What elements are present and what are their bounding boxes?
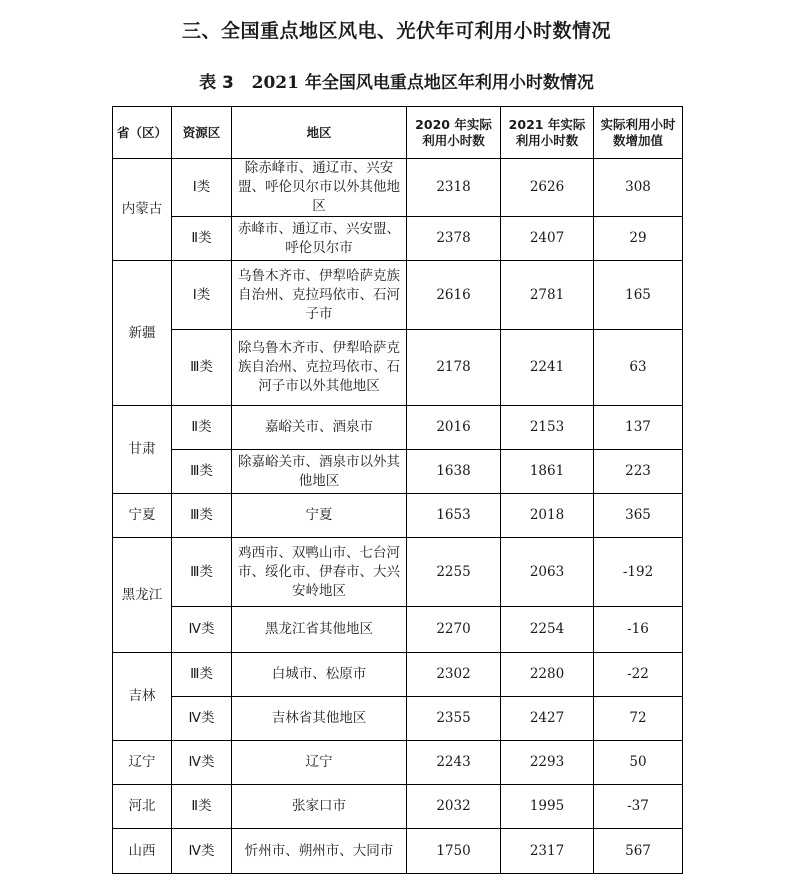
province-cell: 内蒙古 xyxy=(113,159,172,261)
hours-2021-cell: 2317 xyxy=(501,829,594,874)
hours-2020-cell: 1653 xyxy=(407,494,501,538)
utilization-hours-table xyxy=(112,106,683,874)
hours-2020-cell: 1638 xyxy=(407,450,501,494)
area-cell: 嘉峪关市、酒泉市 xyxy=(232,406,407,450)
province-cell: 辽宁 xyxy=(113,741,172,785)
area-cell: 除乌鲁木齐市、伊犁哈萨克族自治州、克拉玛依市、石河子市以外其他地区 xyxy=(232,330,407,406)
area-cell: 张家口市 xyxy=(232,785,407,829)
hours-2021-cell: 2063 xyxy=(501,538,594,607)
hours-2020-cell: 1750 xyxy=(407,829,501,874)
resource-zone-cell: Ⅳ类 xyxy=(172,607,232,653)
table-header-row xyxy=(113,107,683,159)
resource-zone-cell: Ⅲ类 xyxy=(172,653,232,697)
hours-increase-cell: -37 xyxy=(594,785,683,829)
province-cell: 河北 xyxy=(113,785,172,829)
area-cell: 忻州市、朔州市、大同市 xyxy=(232,829,407,874)
hours-2020-cell: 2255 xyxy=(407,538,501,607)
resource-zone-cell: Ⅳ类 xyxy=(172,697,232,741)
province-cell: 甘肃 xyxy=(113,406,172,494)
hours-increase-cell: 50 xyxy=(594,741,683,785)
province-cell: 黑龙江 xyxy=(113,538,172,653)
table-row xyxy=(113,494,683,538)
hours-2021-cell: 2241 xyxy=(501,330,594,406)
area-cell: 除赤峰市、通辽市、兴安盟、呼伦贝尔市以外其他地区 xyxy=(232,159,407,217)
resource-zone-cell: Ⅱ类 xyxy=(172,785,232,829)
hours-2020-cell: 2355 xyxy=(407,697,501,741)
table-row xyxy=(113,697,683,741)
resource-zone-cell: Ⅰ类 xyxy=(172,159,232,217)
header-hours-2021: 2021 年实际利用小时数 xyxy=(501,107,594,159)
hours-increase-cell: 223 xyxy=(594,450,683,494)
hours-2021-cell: 2427 xyxy=(501,697,594,741)
area-cell: 黑龙江省其他地区 xyxy=(232,607,407,653)
area-cell: 乌鲁木齐市、伊犁哈萨克族自治州、克拉玛依市、石河子市 xyxy=(232,261,407,330)
resource-zone-cell: Ⅳ类 xyxy=(172,829,232,874)
area-cell: 宁夏 xyxy=(232,494,407,538)
section-heading: 三、全国重点地区风电、光伏年可利用小时数情况 xyxy=(181,20,611,42)
hours-increase-cell: -16 xyxy=(594,607,683,653)
hours-2020-cell: 2178 xyxy=(407,330,501,406)
header-hours-2020: 2020 年实际利用小时数 xyxy=(407,107,501,159)
table-row xyxy=(113,607,683,653)
table-caption-year: 2021 xyxy=(251,73,299,93)
hours-2021-cell: 2781 xyxy=(501,261,594,330)
header-resource-zone: 资源区 xyxy=(172,107,232,159)
hours-2021-cell: 2153 xyxy=(501,406,594,450)
hours-2020-cell: 2270 xyxy=(407,607,501,653)
table-row xyxy=(113,217,683,261)
hours-2021-cell: 2254 xyxy=(501,607,594,653)
table-row xyxy=(113,785,683,829)
table-row xyxy=(113,450,683,494)
hours-2020-cell: 2032 xyxy=(407,785,501,829)
table-row xyxy=(113,330,683,406)
hours-increase-cell: 63 xyxy=(594,330,683,406)
header-hours-increase: 实际利用小时数增加值 xyxy=(594,107,683,159)
table-row xyxy=(113,741,683,785)
table-row xyxy=(113,261,683,330)
table-row xyxy=(113,159,683,217)
hours-2021-cell: 2626 xyxy=(501,159,594,217)
table-row xyxy=(113,538,683,607)
resource-zone-cell: Ⅲ类 xyxy=(172,330,232,406)
hours-2021-cell: 1995 xyxy=(501,785,594,829)
hours-increase-cell: 308 xyxy=(594,159,683,217)
area-cell: 除嘉峪关市、酒泉市以外其他地区 xyxy=(232,450,407,494)
hours-increase-cell: 72 xyxy=(594,697,683,741)
hours-increase-cell: -22 xyxy=(594,653,683,697)
header-area: 地区 xyxy=(232,107,407,159)
resource-zone-cell: Ⅱ类 xyxy=(172,217,232,261)
hours-increase-cell: -192 xyxy=(594,538,683,607)
hours-increase-cell: 165 xyxy=(594,261,683,330)
hours-2021-cell: 1861 xyxy=(501,450,594,494)
area-cell: 赤峰市、通辽市、兴安盟、呼伦贝尔市 xyxy=(232,217,407,261)
resource-zone-cell: Ⅰ类 xyxy=(172,261,232,330)
table-caption xyxy=(0,68,793,93)
resource-zone-cell: Ⅳ类 xyxy=(172,741,232,785)
area-cell: 鸡西市、双鸭山市、七台河市、绥化市、伊春市、大兴安岭地区 xyxy=(232,538,407,607)
table-row xyxy=(113,829,683,874)
province-cell: 吉林 xyxy=(113,653,172,741)
province-cell: 宁夏 xyxy=(113,494,172,538)
table-caption-prefix: 表 3 xyxy=(199,73,234,93)
hours-2020-cell: 2016 xyxy=(407,406,501,450)
hours-2021-cell: 2293 xyxy=(501,741,594,785)
hours-2020-cell: 2616 xyxy=(407,261,501,330)
hours-increase-cell: 137 xyxy=(594,406,683,450)
hours-increase-cell: 29 xyxy=(594,217,683,261)
hours-2020-cell: 2243 xyxy=(407,741,501,785)
resource-zone-cell: Ⅲ类 xyxy=(172,450,232,494)
hours-2020-cell: 2378 xyxy=(407,217,501,261)
hours-2021-cell: 2018 xyxy=(501,494,594,538)
hours-2020-cell: 2302 xyxy=(407,653,501,697)
area-cell: 辽宁 xyxy=(232,741,407,785)
resource-zone-cell: Ⅱ类 xyxy=(172,406,232,450)
hours-2021-cell: 2407 xyxy=(501,217,594,261)
area-cell: 白城市、松原市 xyxy=(232,653,407,697)
province-cell: 新疆 xyxy=(113,261,172,406)
header-province: 省（区） xyxy=(113,107,172,159)
hours-increase-cell: 365 xyxy=(594,494,683,538)
table-row xyxy=(113,406,683,450)
resource-zone-cell: Ⅲ类 xyxy=(172,494,232,538)
table-caption-title: 年全国风电重点地区年利用小时数情况 xyxy=(304,73,594,93)
table-row xyxy=(113,653,683,697)
hours-2020-cell: 2318 xyxy=(407,159,501,217)
resource-zone-cell: Ⅲ类 xyxy=(172,538,232,607)
province-cell: 山西 xyxy=(113,829,172,874)
hours-increase-cell: 567 xyxy=(594,829,683,874)
area-cell: 吉林省其他地区 xyxy=(232,697,407,741)
hours-2021-cell: 2280 xyxy=(501,653,594,697)
